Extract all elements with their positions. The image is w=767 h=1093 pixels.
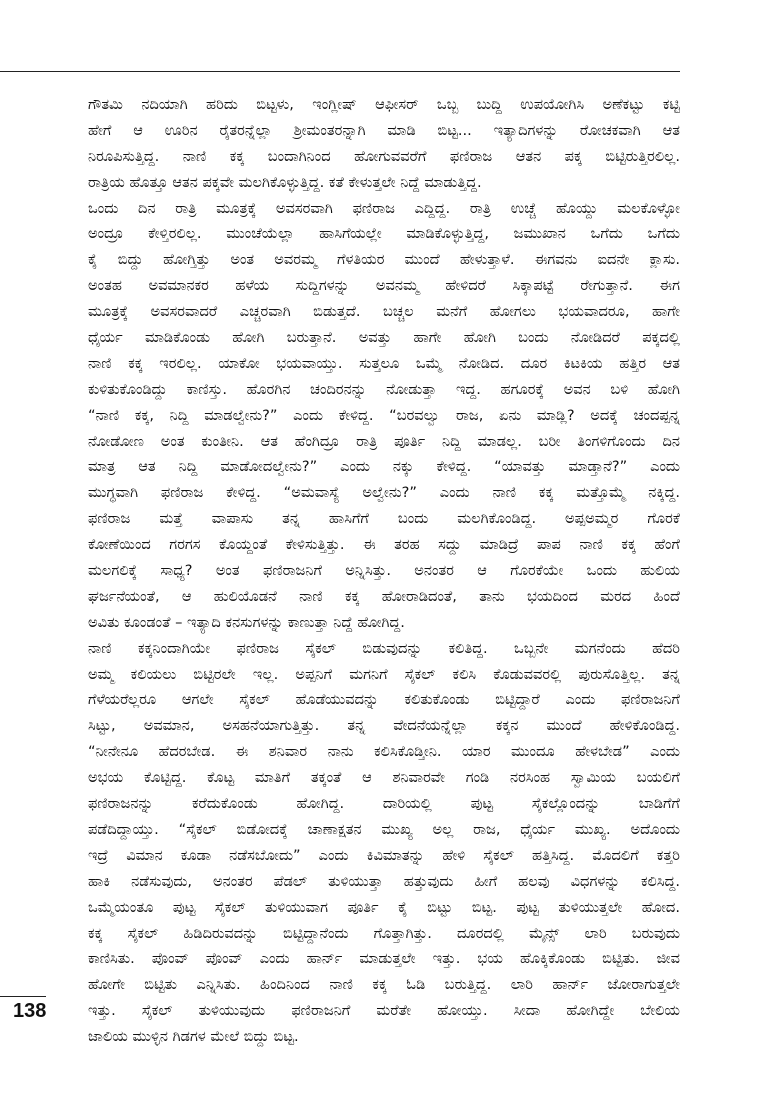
text-line: ಇತ್ತು. ಸೈಕಲ್ ತುಳಿಯುವುದು ಫಣಿರಾಜನಿಗೆ ಮರೆತೇ ಹೋಯ್ತು. ಸೀದಾ ಹೋಗಿದ್ದೇ ಬೇಲಿಯ	[88, 1002, 680, 1020]
page-number: 138	[13, 1000, 47, 1022]
text-line: “ನೀನೇನೂ ಹೆದರಬೇಡ. ಈ ಶನಿವಾರ ನಾನು ಕಲಿಸಿಕೊಡ್ತೀನಿ. ಯಾರ ಮುಂದೂ ಹೇಳಬೇಡ” ಎಂದು	[88, 743, 680, 761]
text-line: ಒಂದು ದಿನ ರಾತ್ರಿ ಮೂತ್ರಕ್ಕೆ ಅವಸರವಾಗಿ ಫಣಿರಾಜ ಎದ್ದಿದ್ದ. ರಾತ್ರಿ ಉಚ್ಚೆ ಹೊಯ್ದು ಮಲಕೊಳ್ಳೋ	[88, 199, 680, 217]
text-line: ಧೈರ್ಯ ಮಾಡಿಕೊಂಡು ಹೋಗಿ ಬರುತ್ತಾನೆ. ಅವತ್ತು ಹಾಗೇ ಹೋಗಿ ಬಂದು ನೋಡಿದರೆ ಪಕ್ಕದಲ್ಲಿ	[88, 329, 680, 347]
text-line: ರಾತ್ರಿಯ ಹೊತ್ತೂ ಆತನ ಪಕ್ಕವೇ ಮಲಗಿಕೊಳ್ಳುತ್ತಿದ್ದ. ಕತೆ ಕೇಳುತ್ತಲೇ ನಿದ್ದೆ ಮಾಡುತ್ತಿದ್ದ.	[88, 173, 482, 191]
top-rule	[0, 71, 680, 72]
text-line: ಮಲಗಲಿಕ್ಕೆ ಸಾಧ್ಯ? ಅಂತ ಫಣಿರಾಜನಿಗೆ ಅನ್ನಿಸಿತ್ತು. ಅನಂತರ ಆ ಗೊರಕೆಯೇ ಒಂದು ಹುಲಿಯ	[88, 562, 680, 580]
text-line: ಅಂದ್ರೂ ಕೇಳ್ತಿರಲಿಲ್ಲ. ಮುಂಚೆಯೆಲ್ಲಾ ಹಾಸಿಗೆಯಲ್ಲೇ ಮಾಡಿಕೊಳ್ಳುತ್ತಿದ್ದ, ಜಮುಖಾನ ಒಗೆದು ಒಗೆದು	[88, 225, 680, 243]
text-line: ಹಾಕಿ ನಡೆಸುವುದು, ಅನಂತರ ಪೆಡಲ್ ತುಳಿಯುತ್ತಾ ಹತ್ತುವುದು ಹೀಗೆ ಹಲವು ವಿಧಗಳನ್ನು ಕಲಿಸಿದ್ದ.	[88, 872, 680, 890]
text-line: “ನಾಣಿ ಕಕ್ಕ, ನಿದ್ದಿ ಮಾಡಲ್ವೇನು?” ಎಂದು ಕೇಳಿದ್ದ. “ಬರವಲ್ವು ರಾಜ, ಏನು ಮಾಡ್ಲಿ? ಅದಕ್ಕೆ ಚಂದಪ್ಪನ್ನ	[88, 406, 680, 424]
text-line: ಕುಳಿತುಕೊಂಡಿದ್ದು ಕಾಣಿಸ್ತು. ಹೊರಗಿನ ಚಂದಿರನನ್ನು ನೋಡುತ್ತಾ ಇದ್ದ. ಹಗೂರಕ್ಕೆ ಅವನ ಬಳಿ ಹೋಗಿ	[88, 380, 680, 398]
text-line: ಮಾತ್ರ ಆತ ನಿದ್ದಿ ಮಾಡೋದಲ್ವೇನು?” ಎಂದು ನಕ್ಕು ಕೇಳಿದ್ದ. “ಯಾವತ್ತು ಮಾಡ್ತಾನೆ?” ಎಂದು	[88, 458, 680, 476]
text-line: ಗೆಳೆಯರೆಲ್ಲರೂ ಆಗಲೇ ಸೈಕಲ್ ಹೊಡೆಯುವದನ್ನು ಕಲಿತುಕೊಂಡು ಬಿಟ್ಟಿದ್ದಾರೆ ಎಂದು ಫಣಿರಾಜನಿಗೆ	[88, 691, 680, 709]
text-line: ಗೌತಮಿ ನದಿಯಾಗಿ ಹರಿದು ಬಿಟ್ಟಳು, ಇಂಗ್ಲೀಷ್ ಆಫೀಸರ್ ಒಬ್ಬ ಬುದ್ದಿ ಉಪಯೋಗಿಸಿ ಅಣೆಕಟ್ಟು ಕಟ್ಟಿ	[88, 96, 680, 113]
text-line: ಮೂತ್ರಕ್ಕೆ ಅವಸರವಾದರೆ ಎಚ್ಚರವಾಗಿ ಬಿಡುತ್ತದೆ. ಬಚ್ಚಲ ಮನೆಗೆ ಹೋಗಲು ಭಯವಾದರೂ, ಹಾಗೇ	[88, 303, 680, 321]
text-line: ಇದ್ರೆ ವಿಮಾನ ಕೂಡಾ ನಡೆಸಬೋದು” ಎಂದು ಕಿವಿಮಾತನ್ನು ಹೇಳಿ ಸೈಕಲ್ ಹತ್ತಿಸಿದ್ದ. ಮೊದಲಿಗೆ ಕತ್ತರಿ	[88, 846, 680, 864]
text-line: ಜಾಲಿಯ ಮುಳ್ಳಿನ ಗಿಡಗಳ ಮೇಲೆ ಬಿದ್ದು ಬಿಟ್ಟ.	[88, 1028, 299, 1046]
text-line: ಅಭಯ ಕೊಟ್ಟಿದ್ದ. ಕೊಟ್ಟ ಮಾತಿಗೆ ತಕ್ಕಂತೆ ಆ ಶನಿವಾರವೇ ಗಂಡಿ ನರಸಿಂಹ ಸ್ವಾಮಿಯ ಬಯಲಿಗೆ	[88, 769, 680, 787]
text-line: ನಿರೂಪಿಸುತ್ತಿದ್ದ. ನಾಣಿ ಕಕ್ಕ ಬಂದಾಗಿನಿಂದ ಹೋಗುವವರೆಗೆ ಫಣಿರಾಜ ಆತನ ಪಕ್ಕ ಬಿಟ್ಟಿರುತ್ತಿರಲಿಲ್ಲ.	[88, 147, 680, 165]
text-line: ಕಕ್ಕ ಸೈಕಲ್ ಹಿಡಿದಿರುವದನ್ನು ಬಿಟ್ಟಿದ್ದಾನೆಂದು ಗೊತ್ತಾಗಿತ್ತು. ದೂರದಲ್ಲಿ ಮೈನ್ಸ್ ಲಾರಿ ಬರುವುದು	[88, 924, 680, 942]
text-line: ಅಂತಹ ಅವಮಾನಕರ ಹಳೆಯ ಸುದ್ದಿಗಳನ್ನು ಅವನಮ್ಮ ಹೇಳಿದರೆ ಸಿಕ್ಕಾಪಟ್ಟೆ ರೇಗುತ್ತಾನೆ. ಈಗ	[88, 277, 680, 295]
text-line: ಮುಗ್ಧವಾಗಿ ಫಣಿರಾಜ ಕೇಳಿದ್ದ. “ಅಮವಾಸ್ಯೆ ಅಲ್ವೇನು?” ಎಂದು ನಾಣಿ ಕಕ್ಕ ಮತ್ತೊಮ್ಮೆ ನಕ್ಕಿದ್ದ.	[88, 484, 680, 502]
text-line: ನಾಣಿ ಕಕ್ಕ ಇರಲಿಲ್ಲ. ಯಾಕೋ ಭಯವಾಯ್ತು. ಸುತ್ತಲೂ ಒಮ್ಮೆ ನೋಡಿದ. ದೂರ ಕಿಟಕಿಯ ಹತ್ತಿರ ಆತ	[88, 354, 680, 372]
body-text	[88, 92, 680, 1050]
text-line: ಅಮ್ಮ ಕಲಿಯಲು ಬಿಟ್ಟಿರಲೇ ಇಲ್ಲ. ಅಪ್ಪನಿಗೆ ಮಗನಿಗೆ ಸೈಕಲ್ ಕಲಿಸಿ ಕೊಡುವವರಲ್ಲಿ ಪುರುಸೊತ್ತಿಲ್ಲ. ತನ್ನ	[88, 665, 680, 683]
text-line: ಕಾಣಿಸಿತು. ಪೊಂವ್ ಪೊಂವ್ ಎಂದು ಹಾರ್ನ್ ಮಾಡುತ್ತಲೇ ಇತ್ತು. ಭಯ ಹೊಕ್ಕಿಕೊಂಡು ಬಿಟ್ಟಿತು. ಜೀವ	[88, 950, 680, 968]
text-line: ಕೋಣೆಯಿಂದ ಗರಗಸ ಕೊಯ್ದಂತೆ ಕೇಳಿಸುತ್ತಿತ್ತು. ಈ ತರಹ ಸದ್ದು ಮಾಡಿದ್ರೆ ಪಾಪ ನಾಣಿ ಕಕ್ಕ ಹೆಂಗೆ	[88, 536, 680, 554]
text-line: ಅವಿತು ಕೂಂಡಂತೆ – ಇತ್ಯಾದಿ ಕನಸುಗಳನ್ನು ಕಾಣುತ್ತಾ ನಿದ್ದೆ ಹೋಗಿದ್ದ.	[88, 613, 405, 631]
text-line: ನೋಡೋಣ ಅಂತ ಕುಂತೀನಿ. ಆತ ಹೆಂಗಿದ್ರೂ ರಾತ್ರಿ ಪೂರ್ತಿ ನಿದ್ದಿ ಮಾಡಲ್ಲ. ಬರೀ ತಿಂಗಳಿಗೊಂದು ದಿನ	[88, 432, 680, 450]
text-line: ಒಮ್ಮೆಯಂತೂ ಪುಟ್ಟ ಸೈಕಲ್ ತುಳಿಯುವಾಗ ಪೂರ್ತಿ ಕೈ ಬಿಟ್ಟು ಬಿಟ್ಟ. ಪುಟ್ಟ ತುಳಿಯುತ್ತಲೇ ಹೋದ.	[88, 898, 680, 916]
page-number-rule	[0, 996, 46, 997]
text-line: ಫಣಿರಾಜ ಮತ್ತೆ ವಾಪಾಸು ತನ್ನ ಹಾಸಿಗೆಗೆ ಬಂದು ಮಲಗಿಕೊಂಡಿದ್ದ. ಅಪ್ಪಅಮ್ಮರ ಗೊರಕೆ	[88, 510, 680, 528]
text-line: ಫಣಿರಾಜನನ್ನು ಕರೆದುಕೊಂಡು ಹೋಗಿದ್ದ. ದಾರಿಯಲ್ಲಿ ಪುಟ್ಟ ಸೈಕಲ್ಲೊಂದನ್ನು ಬಾಡಿಗೆಗೆ	[88, 795, 680, 813]
text-line: ಪಡೆದಿದ್ದಾಯ್ತು. “ಸೈಕಲ್ ಬಿಡೋದಕ್ಕೆ ಚಾಣಾಕ್ಷತನ ಮುಖ್ಯ ಅಲ್ಲ ರಾಜ, ಧೈರ್ಯ ಮುಖ್ಯ. ಅದೊಂದು	[88, 820, 680, 838]
text-line: ಹೇಗೆ ಆ ಊರಿನ ರೈತರನ್ನೆಲ್ಲಾ ಶ್ರೀಮಂತರನ್ನಾಗಿ ಮಾಡಿ ಬಿಟ್ಟ... ಇತ್ಯಾದಿಗಳನ್ನು ರೋಚಕವಾಗಿ ಆತ	[88, 121, 680, 139]
text-line: ಕೈ ಬಿದ್ದು ಹೋಗ್ತಿತ್ತು ಅಂತ ಅವರಮ್ಮ ಗೆಳತಿಯರ ಮುಂದೆ ಹೇಳುತ್ತಾಳೆ. ಈಗವನು ಐದನೇ ಕ್ಲಾಸು.	[88, 251, 680, 269]
text-line: ಹೋಗೇ ಬಿಟ್ಟಿತು ಎನ್ನಿಸಿತು. ಹಿಂದಿನಿಂದ ನಾಣಿ ಕಕ್ಕ ಓಡಿ ಬರುತ್ತಿದ್ದ. ಲಾರಿ ಹಾರ್ನ್ ಜೋರಾಗುತ್ತಲೇ	[88, 976, 680, 994]
text-line: ಸಿಟ್ಟು, ಅವಮಾನ, ಅಸಹನೆಯಾಗುತ್ತಿತ್ತು. ತನ್ನ ವೇದನೆಯನ್ನೆಲ್ಲಾ ಕಕ್ಕನ ಮುಂದೆ ಹೇಳಿಕೊಂಡಿದ್ದ.	[88, 717, 680, 735]
text-line: ಘರ್ಜನೆಯಂತೆ, ಆ ಹುಲಿಯೊಡನೆ ನಾಣಿ ಕಕ್ಕ ಹೋರಾಡಿದಂತೆ, ತಾನು ಭಯದಿಂದ ಮರದ ಹಿಂದೆ	[88, 587, 680, 605]
text-line: ನಾಣಿ ಕಕ್ಕನಿಂದಾಗಿಯೇ ಫಣಿರಾಜ ಸೈಕಲ್ ಬಿಡುವುದನ್ನು ಕಲಿತಿದ್ದ. ಒಬ್ಬನೇ ಮಗನೆಂದು ಹೆದರಿ	[88, 639, 680, 657]
